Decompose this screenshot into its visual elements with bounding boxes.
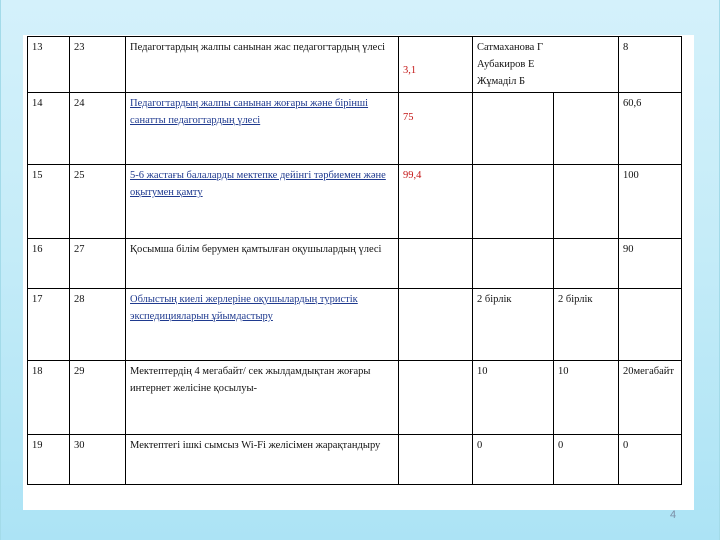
- row-number: 14: [28, 93, 70, 165]
- row-number: 16: [28, 239, 70, 289]
- responsible-person: Жұмаділ Б: [477, 76, 526, 87]
- target-value: 90: [619, 239, 682, 289]
- indicator-value: [399, 289, 473, 361]
- row-number: 13: [28, 37, 70, 93]
- indicator-link[interactable]: Педагогтардың жалпы санынан жоғары және бірінші санатты педагогтардың үлесі: [130, 98, 369, 126]
- row-number: 19: [28, 435, 70, 485]
- quantity-cell: 0: [554, 435, 619, 485]
- indicator-value: [399, 93, 473, 165]
- value-text: 3,1: [403, 65, 417, 76]
- indicator-id: 29: [70, 361, 126, 435]
- indicator-value: [399, 435, 473, 485]
- page-number: 4: [670, 509, 677, 521]
- table-row: [28, 361, 682, 435]
- indicator-id: 23: [70, 37, 126, 93]
- cell-empty: [554, 93, 619, 165]
- indicator-id: 30: [70, 435, 126, 485]
- indicator-link[interactable]: 5-6 жастағы балаларды мектепке дейінгі тәрбиемен және оқытумен қамту: [130, 170, 386, 198]
- cell-empty: [473, 165, 554, 239]
- target-value: [619, 289, 682, 361]
- quantity-cell: 10: [554, 361, 619, 435]
- cell-empty: [554, 239, 619, 289]
- target-value: 0: [619, 435, 682, 485]
- quantity-cell: 2 бірлік: [554, 289, 619, 361]
- quantity-cell: 2 бірлік: [473, 289, 554, 361]
- target-value: 20мегабайт: [619, 361, 682, 435]
- value-text: 75: [403, 112, 414, 123]
- responsible-person: Сатмаханова Г: [477, 42, 544, 53]
- indicator-text: Мектептегі ішкі сымсыз Wi-Fi желісімен жарақтандыру: [126, 435, 399, 485]
- indicator-text-link[interactable]: [126, 165, 399, 239]
- indicator-value: [399, 239, 473, 289]
- target-value: 60,6: [619, 93, 682, 165]
- quantity-cell: 10: [473, 361, 554, 435]
- table-row: [28, 289, 682, 361]
- indicator-text-link[interactable]: [126, 93, 399, 165]
- table-row: [28, 37, 682, 93]
- indicator-id: 25: [70, 165, 126, 239]
- indicator-id: 28: [70, 289, 126, 361]
- indicator-table: [27, 36, 682, 485]
- cell-empty: [473, 93, 554, 165]
- indicator-value: 99,4: [399, 165, 473, 239]
- row-number: 17: [28, 289, 70, 361]
- indicator-value: [399, 361, 473, 435]
- quantity-cell: 0: [473, 435, 554, 485]
- responsible-persons: [473, 37, 619, 93]
- indicator-link[interactable]: Облыстың киелі жерлеріне оқушылардың туристік экспедицияларын ұйымдастыру: [130, 294, 358, 322]
- row-number: 15: [28, 165, 70, 239]
- indicator-text: Педагогтардың жалпы санынан жас педагогтардың үлесі: [126, 37, 399, 93]
- indicator-text: Қосымша білім берумен қамтылған оқушылардың үлесі: [126, 239, 399, 289]
- cell-empty: [473, 239, 554, 289]
- target-value: 100: [619, 165, 682, 239]
- indicator-text-link[interactable]: [126, 289, 399, 361]
- indicator-id: 24: [70, 93, 126, 165]
- indicator-value: [399, 37, 473, 93]
- table-row: [28, 435, 682, 485]
- indicator-text: Мектептердің 4 мегабайт/ сек жылдамдықтан жоғары интернет желісіне қосылуы-: [126, 361, 399, 435]
- table-row: [28, 165, 682, 239]
- table-row: [28, 239, 682, 289]
- row-number: 18: [28, 361, 70, 435]
- cell-empty: [554, 165, 619, 239]
- indicator-id: 27: [70, 239, 126, 289]
- responsible-person: Аубакиров Е: [477, 59, 535, 70]
- target-value: 8: [619, 37, 682, 93]
- table-row: [28, 93, 682, 165]
